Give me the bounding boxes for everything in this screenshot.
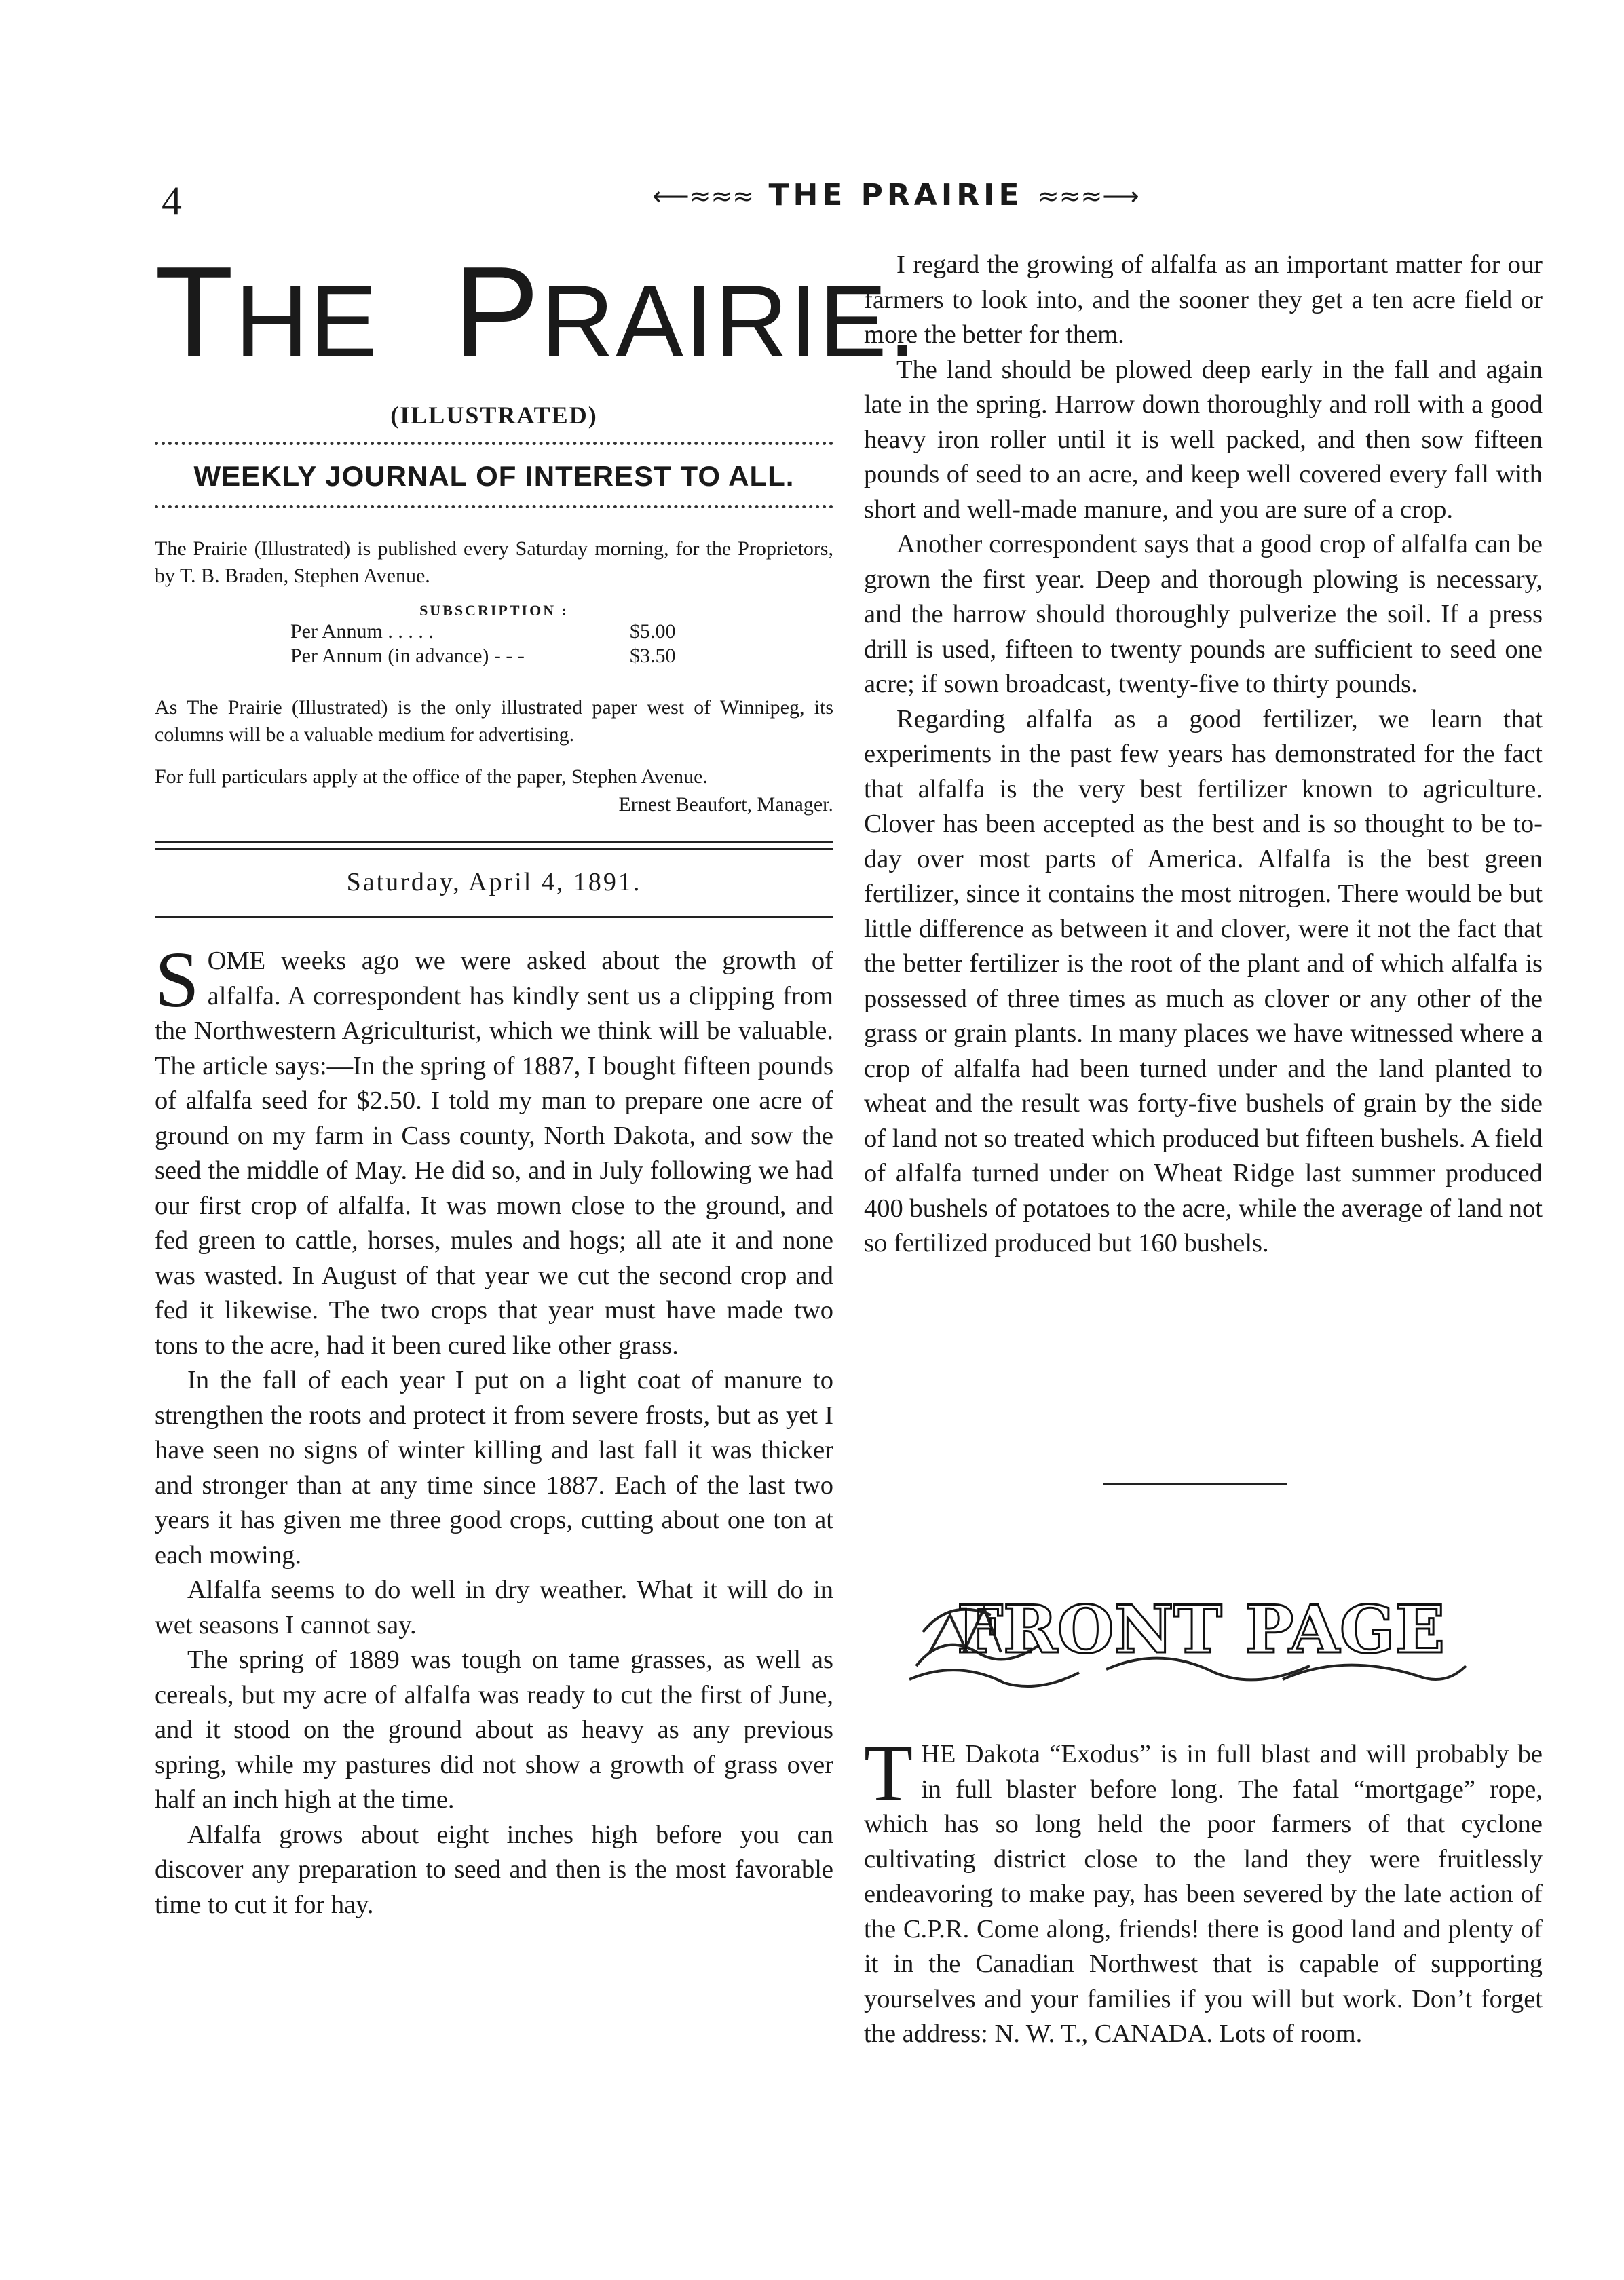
running-head — [611, 178, 1181, 212]
running-title: THE PRAIRIE — [768, 178, 1023, 212]
masthead-tagline: WEEKLY JOURNAL OF INTEREST TO ALL. — [193, 460, 795, 492]
dotted-divider — [155, 442, 833, 445]
article-paragraph: Another correspondent says that a good crop of alfalfa can be grown the first year. Deep and thorough plowing is necessary, and the harrow should thoroughly pulverize the soil. If a press drill is used, fifteen to twenty pounds are sufficient to seed one acre; if sown broadcast, twenty-five to thirty pounds. — [864, 530, 1543, 698]
advertising-note: As The Prairie (Illustrated) is the only illustrated paper west of Winnipeg, its columns will be a valuable medium for advertising. — [155, 696, 833, 746]
article-paragraph: Alfalfa grows about eight inches high before you can discover any preparation to seed and then is the most favorable time to cut it for hay. — [155, 1820, 833, 1919]
article-paragraph: SOME weeks ago we were asked about the growth of alfalfa. A correspondent has kindly sent us a clipping from the Northwestern Agriculturist, which we think will be valuable. The article says:—In the spring of 1887, I bought fifteen pounds of alfalfa seed for $2.50. I told my man to prepare one acre of ground on my farm in Cass county, North Dakota, and sow the seed the middle of May. He did so, and in July following we had our first crop of alfalfa. It was mown close to the ground, and fed green to cattle, horses, mules and hogs; all ate it and none was wasted. In August of that year we cut the second crop and fed it likewise. The two crops that year must have made two tons to the acre, had it been cured like other grass. — [155, 935, 833, 1360]
front-page-article — [864, 1728, 1543, 2052]
price-row: Per Annum (in advance) - - - $3.50 — [290, 645, 676, 667]
article-paragraph: The land should be plowed deep early in the fall and again late in the spring. Harrow down thoroughly and roll with a good heavy iron roller until it is well packed, and then sow fifteen pounds of seed to an acre, and keep well covered every fall with short and well-made manure, and you are sure of a crop. — [864, 355, 1543, 524]
left-column — [155, 240, 918, 1922]
front-page-label: FRONT PAGE — [957, 1591, 1446, 1668]
manager-signature: Ernest Beaufort, Manager. — [618, 793, 833, 816]
ornament-left-icon: ⟵≈≈≈ — [652, 181, 755, 211]
article-paragraph: Alfalfa seems to do well in dry weather. What it will do in wet seasons I cannot say. — [155, 1576, 833, 1639]
dateline: Saturday, April 4, 1891. — [346, 868, 642, 896]
masthead-subtitle: (ILLUSTRATED) — [390, 402, 598, 429]
particulars-note: For full particulars apply at the office of the paper, Stephen Avenue. — [155, 765, 708, 788]
double-divider — [155, 841, 833, 850]
publication-info: The Prairie (Illustrated) is published every Saturday morning, for the Proprietors, by T. B. Braden, Stephen Avenue. — [155, 537, 833, 587]
subscription-heading: SUBSCRIPTION : — [419, 602, 569, 619]
ornament-right-icon: ≈≈≈⟶ — [1037, 181, 1139, 211]
dropcap: T — [864, 1728, 913, 1817]
right-column — [864, 248, 1543, 1261]
dotted-divider — [155, 505, 833, 508]
page-number: 4 — [162, 178, 182, 223]
article-paragraph: Regarding alfalfa as a good fertilizer, we learn that experiments in the past few years has demonstrated for the fact that alfalfa is the very best fertilizer known to agriculture. Clover has been accepted as the best and is so thought to be to-day over most parts of America. Alfalfa is the best green fertilizer, since it contains the most nitrogen. There would be but little difference as between it and clover, were it not the fact that the better fertilizer is the root of the plant and of which alfalfa is possessed of three times as much as clover or any other of the grass or grain plants. In many places we have witnessed where a crop of alfalfa had been turned under and the land planted to wheat and the result was forty-five bushels of grain by the side of land not so treated which produced but fifteen bushels. A field of alfalfa turned under on Wheat Ridge last summer produced 400 bushels of potatoes to the acre, while the average of land not so fertilized produced but 160 bushels. — [864, 704, 1543, 1257]
front-page-heading-art — [903, 1551, 1473, 1707]
price-row: Per Annum . . . . . $5.00 — [290, 620, 676, 643]
article-paragraph: I regard the growing of alfalfa as an important matter for our farmers to look into, and the sooner they get a ten acre field or more the better for them. — [864, 250, 1543, 349]
article-paragraph: THE Dakota “Exodus” is in full blast and will probably be in full blaster before long. The fatal “mortgage” rope, which has so long held the poor farmers of that cyclone cultivating district close to the land they were fruitlessly endeavoring to make pay, has been severed by the late action of the C.P.R. Come along, friends! there is good land and plenty of it in the Canadian Northwest that is capable of supporting yourselves and your families if you will but work. Don’t forget the address: N. W. T., CANADA. Lots of room. — [864, 1728, 1543, 2048]
section-divider — [1103, 1483, 1287, 1485]
article-paragraph: In the fall of each year I put on a light coat of manure to strengthen the roots and protect it from severe frosts, but as yet I have seen no signs of winter killing and last fall it was thicker and stronger than at any time since 1887. Each of the last two years it has given me three good crops, cutting about one ton at each mowing. — [155, 1366, 833, 1570]
article-paragraph: The spring of 1889 was tough on tame grasses, as well as cereals, but my acre of alfalfa was ready to cut the first of June, and it stood on the ground about as heavy as any previous spring, while my pastures did not show a growth of grass over half an inch high at the time. — [155, 1646, 833, 1814]
divider — [155, 916, 833, 918]
dropcap: S — [155, 935, 200, 1024]
masthead-title: THE PRAIRIE. — [155, 240, 918, 384]
alfalfa-article — [155, 935, 833, 1922]
